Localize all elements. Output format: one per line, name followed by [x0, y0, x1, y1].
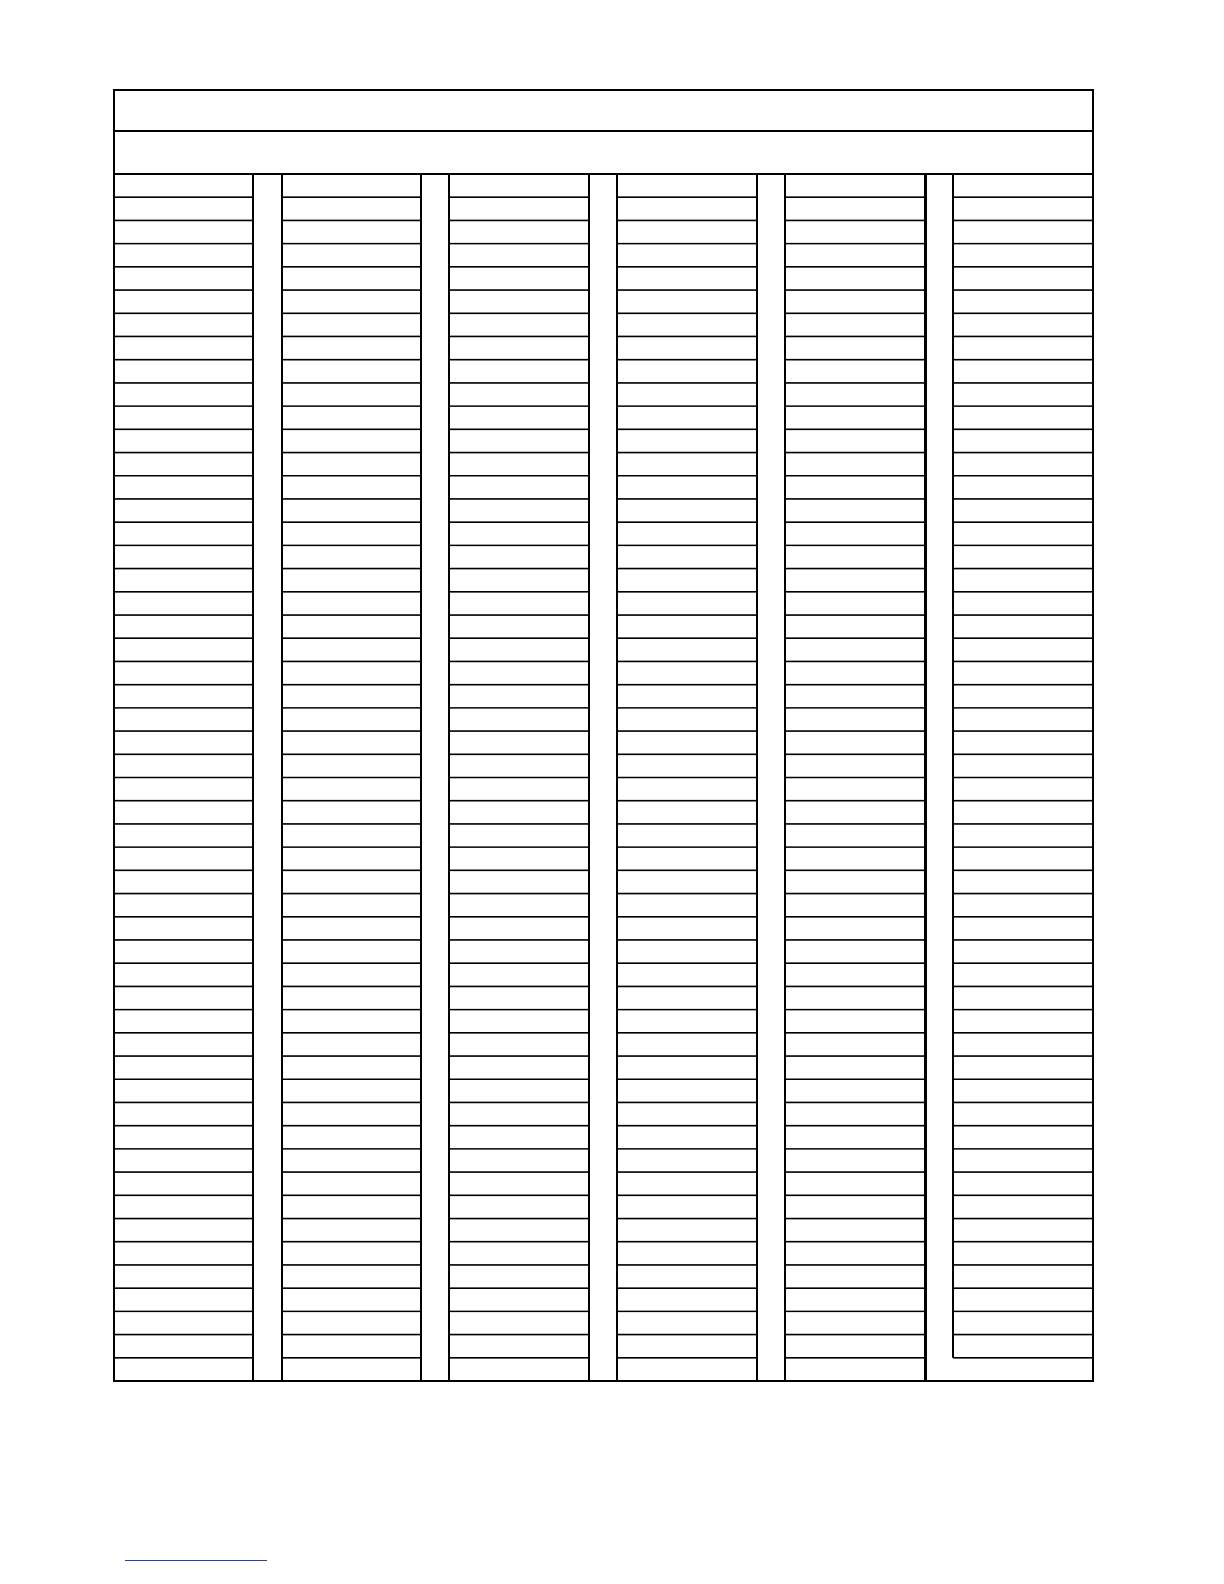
form-border [114, 90, 1093, 1381]
footer-link[interactable] [125, 1546, 267, 1561]
